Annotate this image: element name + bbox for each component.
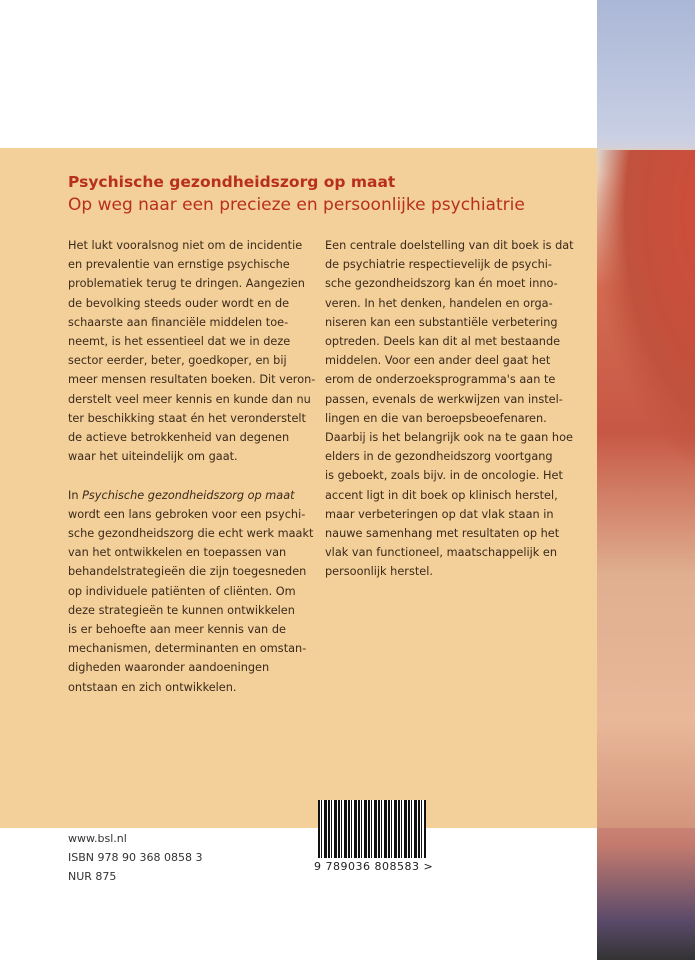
barcode (318, 800, 426, 858)
isbn: ISBN 978 90 368 0858 3 (68, 851, 203, 864)
barcode-number: 9 789036 808583 > (314, 860, 434, 873)
book-subtitle: Op weg naar een precieze en persoonlijke psychiatrie (68, 195, 525, 215)
panel-overlay (597, 148, 695, 828)
left-column (68, 236, 318, 716)
website: www.bsl.nl (68, 832, 127, 845)
italic-title: Psychische gezondheidszorg op maat (82, 488, 295, 502)
paragraph: Het lukt vooralsnog niet om de incidentie en prevalentie van ernstige psychische problematiek terug te dringen. Aangezien de bevolking steeds ouder wordt en de schaarste aan financiële middelen toe- neemt, is het essentieel dat we in deze sector eerder, beter, goedkoper, en bij meer mensen resultaten boeken. Dit veron- derstelt veel meer kennis en kunde dan nu ter beschikking staat én het veronderstelt de actieve betrokkenheid van degenen waar het uiteindelijk om gaat. (68, 239, 316, 464)
paragraph: Een centrale doelstelling van dit boek is dat de psychiatrie respectievelijk de psychi- sche gezondheidszorg kan én moet inno- veren. In het denken, handelen en orga- niseren kan een substantiële verbetering optreden. Deels kan dit al met bestaande middelen. Voor een ander deel gaat het erom de onderzoeksprogramma's aan te passen, evenals de werkwijzen van instel- lingen en die van beroepsbeoefenaren. Daarbij is het belangrijk ook na te gaan hoe elders in de gezondheidszorg voortgang is geboekt, zoals bijv. in de oncologie. Het accent ligt in dit boek op klinisch herstel, maar verbeteringen op dat vlak staan in nauwe samenhang met resultaten op het vlak van functioneel, maatschappelijk en persoonlijk herstel. (325, 239, 574, 579)
text: In (68, 488, 83, 502)
paragraph (68, 486, 318, 697)
book-title: Psychische gezondheidszorg op maat (68, 173, 396, 191)
publisher-info (68, 829, 202, 886)
right-column (325, 236, 595, 601)
nur-code: NUR 875 (68, 870, 117, 883)
text: wordt een lans gebroken voor een psychi- sche gezondheidszorg die echt werk maakt van het ontwikkelen en toepassen van behandelstrategieën die zijn toegesneden op individuele patiënten of cliënten. Om deze strategieën te kunnen ontwikkelen is er behoefte aan meer kennis van de mechanismen, determinanten en omstan- digheden waaronder aandoeningen ontstaan en zich ontwikkelen. (68, 507, 314, 694)
